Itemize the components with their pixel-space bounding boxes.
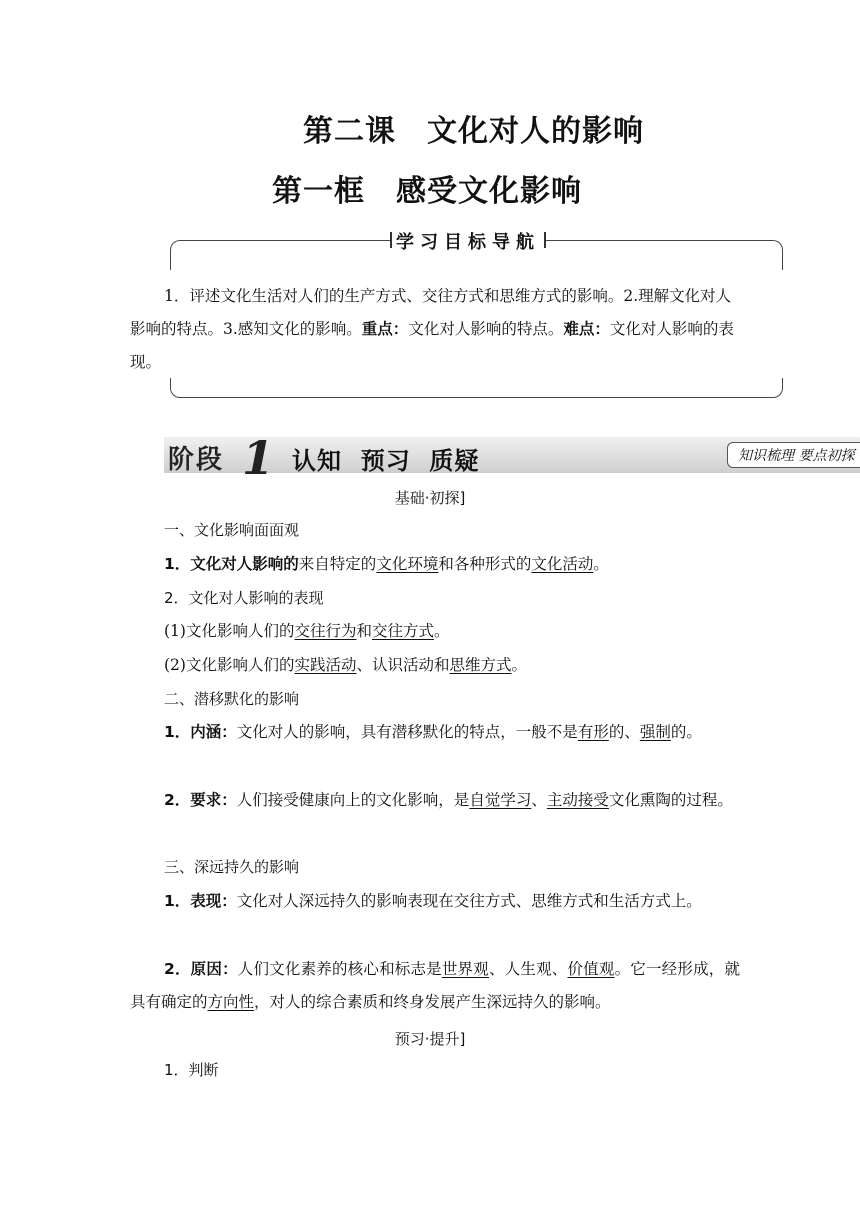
stage-tag: 知识梳理 要点初探	[727, 442, 860, 468]
section-heading-1: 一、文化影响面面观	[164, 521, 300, 539]
subsection-basic: 基础·初探]	[394, 489, 466, 507]
item-3-2: 2．原因：人们文化素养的核心和标志是世界观、人生观、价值观。它一经形成，就具有确定的方向性，对人的综合素质和终身发展产生深远持久的影响。	[130, 960, 740, 1011]
question-1-heading: 1．判断	[164, 1061, 219, 1079]
goals-text: 1．评述文化生活对人们的生产方式、交往方式和思维方式的影响。2.理解文化对人影响的特点。3.感知文化的影响。重点：文化对人影响的特点。难点：文化对人影响的表现。	[130, 287, 734, 371]
frame-title: 第一框 感受文化影响	[272, 174, 582, 209]
item-3-1: 1．表现：文化对人深远持久的影响表现在交往方式、思维方式和生活方式上。	[164, 892, 702, 910]
goals-box-label: 学习目标导航	[390, 228, 546, 254]
item-2-2: 2．要求：人们接受健康向上的文化影响，是自觉学习、主动接受文化熏陶的过程。	[164, 791, 733, 809]
subsection-preview: 预习·提升]	[394, 1030, 466, 1048]
section-heading-2: 二、潜移默化的影响	[164, 690, 300, 708]
stage-number: 1	[242, 431, 275, 485]
item-1-2-b: (2)文化影响人们的实践活动、认识活动和思维方式。	[164, 656, 528, 674]
item-2-1: 1．内涵：文化对人的影响，具有潜移默化的特点，一般不是有形的、强制的。	[164, 723, 702, 741]
stage-word: 阶段	[168, 445, 225, 475]
section-heading-3: 三、深远持久的影响	[164, 858, 300, 876]
goals-box-bottom-border	[170, 378, 783, 398]
stage-banner	[164, 431, 860, 485]
item-1-1: 1．文化对人影响的来自特定的文化环境和各种形式的文化活动。	[164, 555, 609, 573]
item-1-2-a: (1)文化影响人们的交往行为和交往方式。	[164, 622, 450, 640]
difficulty-label: 难点：	[563, 320, 610, 338]
stage-title: 认知 预习 质疑	[292, 446, 480, 475]
item-1-2: 2．文化对人影响的表现	[164, 589, 324, 607]
key-point-label: 重点：	[361, 320, 409, 338]
lesson-title: 第二课 文化对人的影响	[303, 114, 644, 149]
